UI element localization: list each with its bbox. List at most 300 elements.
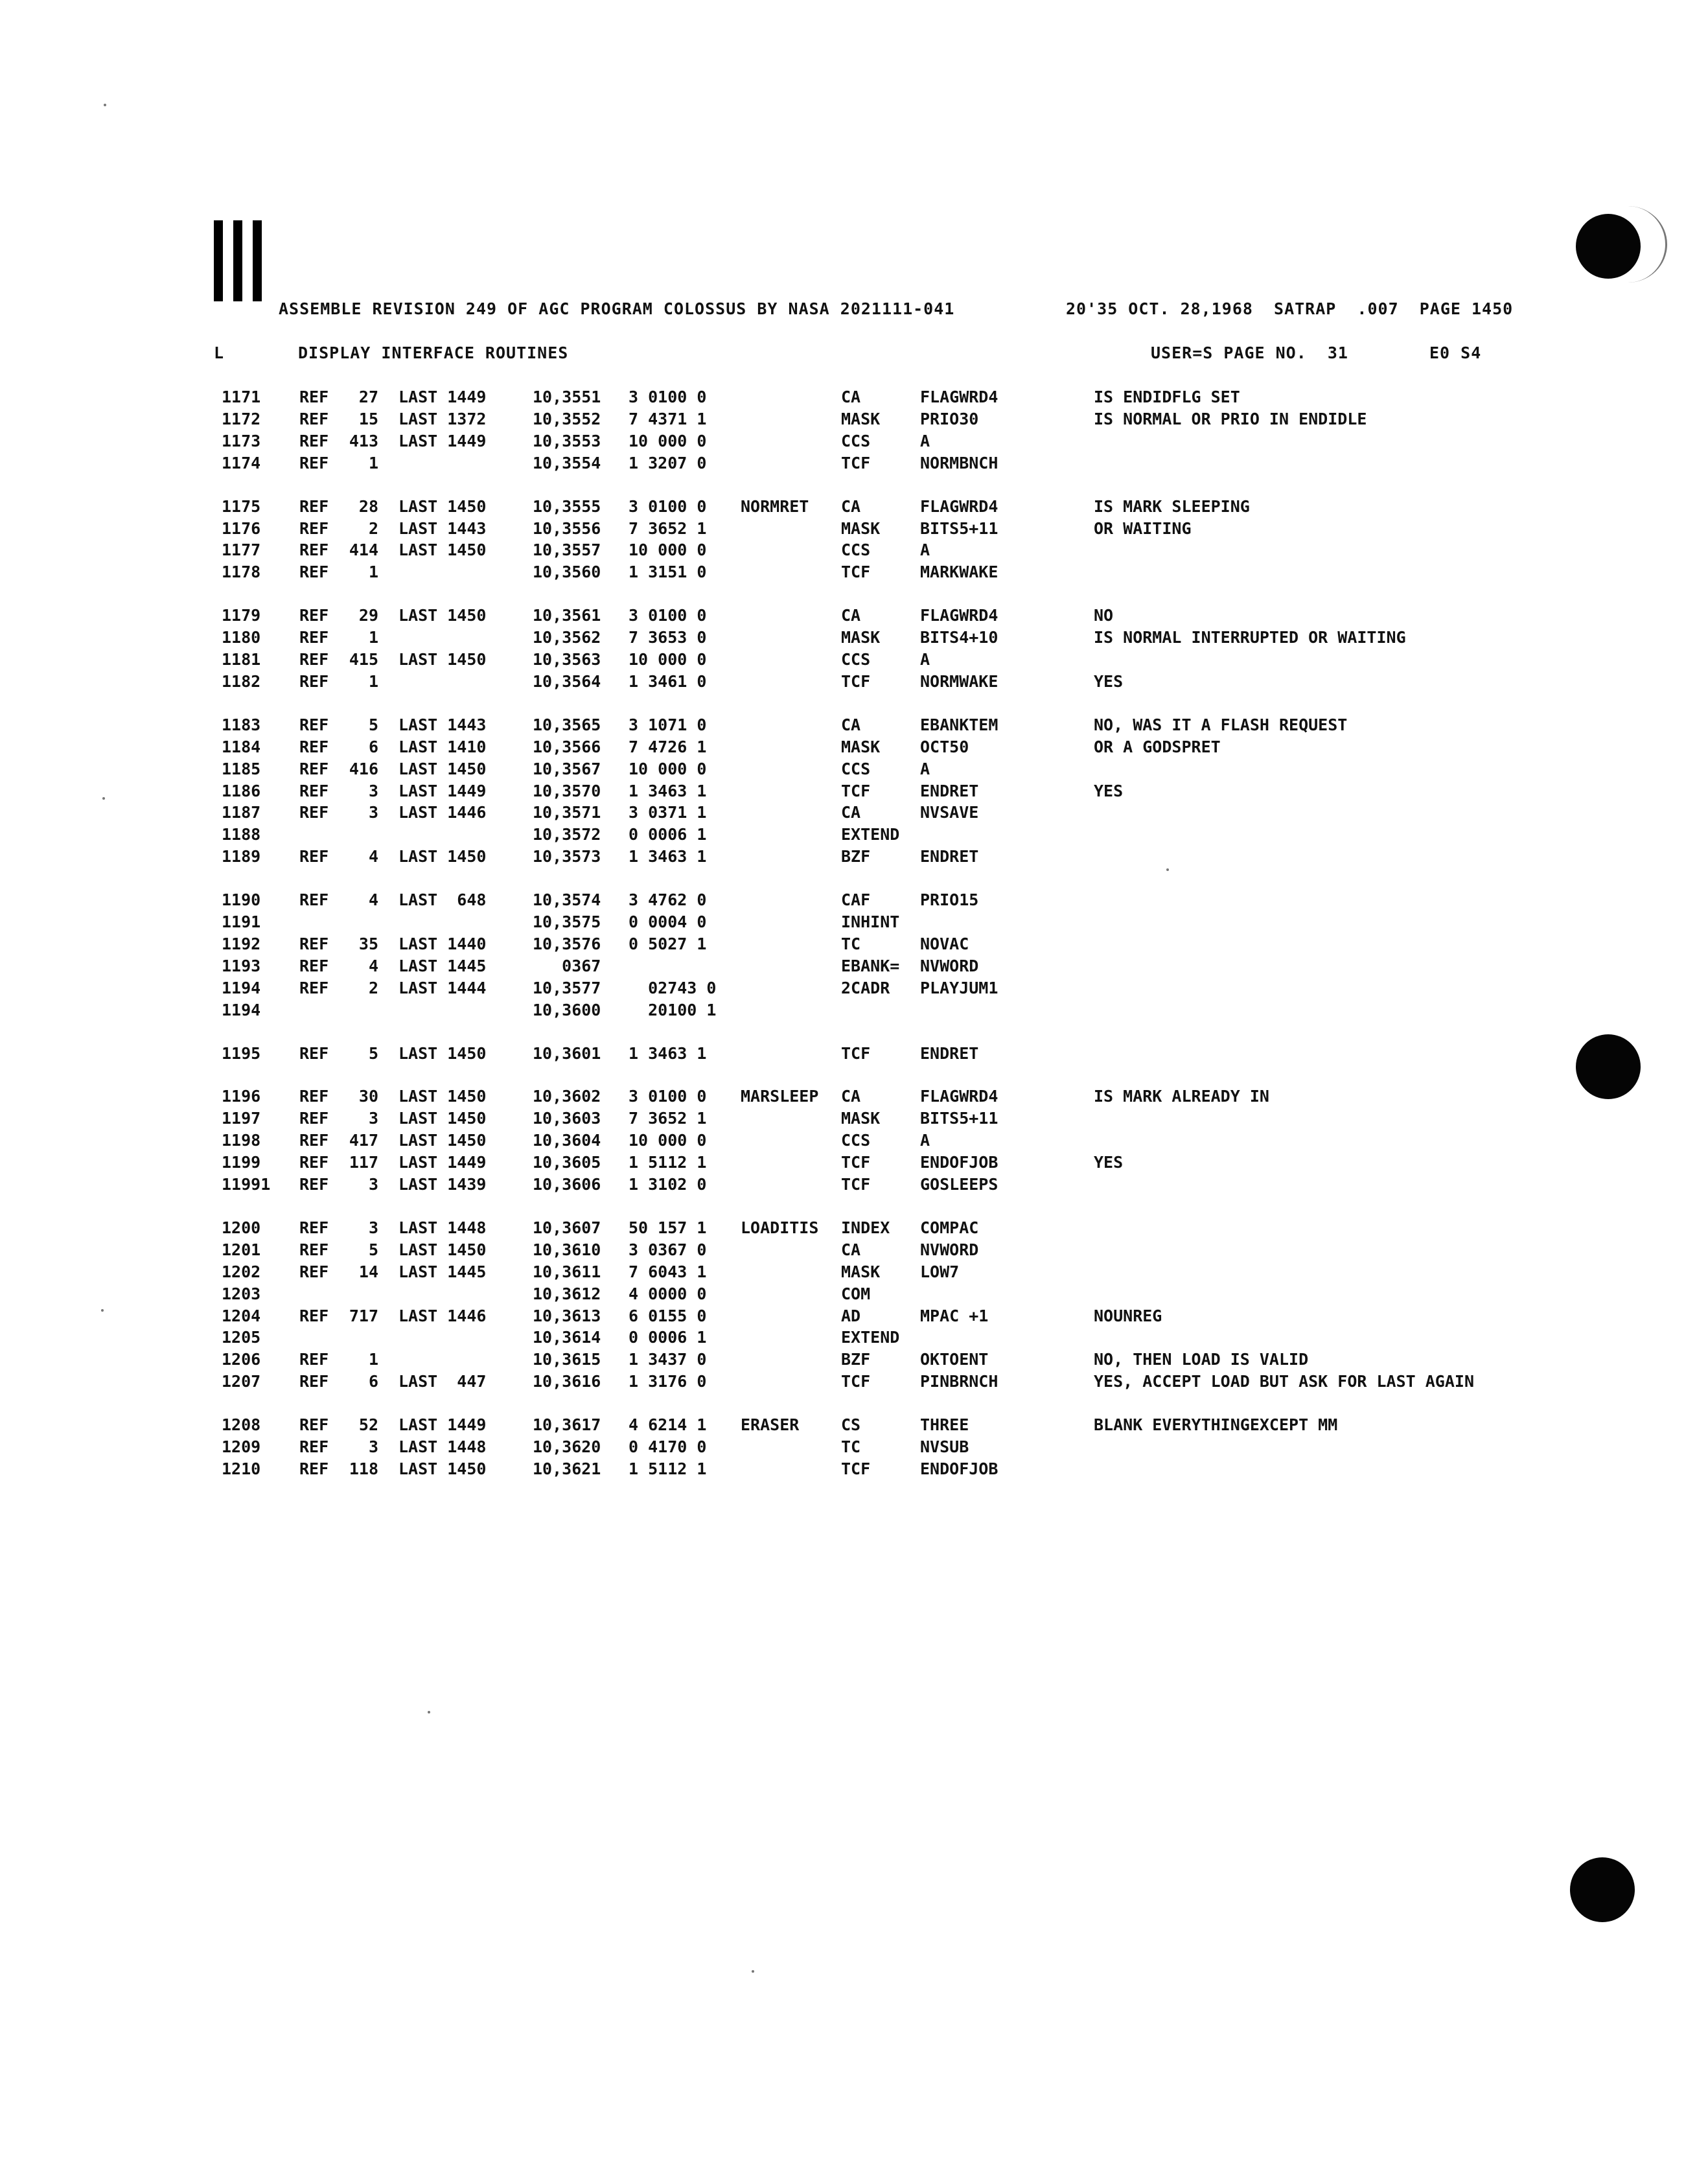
ref-count: 27 <box>358 388 378 406</box>
ref-count: 1 <box>368 453 378 472</box>
opcode: CA <box>841 1240 861 1259</box>
address: 10,3577 <box>533 978 601 997</box>
ref-marker: REF <box>299 737 329 756</box>
octal-word: 10 000 0 <box>629 759 707 778</box>
last-ref: LAST 1445 <box>398 956 487 975</box>
opcode: CS <box>841 1415 861 1435</box>
listing-row <box>0 563 1708 585</box>
listing-row <box>0 1262 1708 1284</box>
listing-row <box>0 825 1708 847</box>
ref-marker: REF <box>299 1218 329 1237</box>
address: 10,3606 <box>533 1175 601 1194</box>
ref-marker: REF <box>299 759 329 778</box>
listing-row <box>0 1087 1708 1109</box>
line-number: 1194 <box>222 978 261 997</box>
listing-row <box>0 912 1708 935</box>
last-ref: LAST 1450 <box>398 1043 487 1063</box>
ref-marker: REF <box>299 628 329 647</box>
address: 10,3557 <box>533 540 601 560</box>
symbol-label: NORMRET <box>741 496 809 516</box>
last-ref: LAST 1450 <box>398 496 487 516</box>
address: 10,3612 <box>533 1284 601 1303</box>
opcode: CCS <box>841 759 871 778</box>
address: 10,3566 <box>533 737 601 756</box>
operand: LOW7 <box>920 1262 960 1281</box>
opcode: CA <box>841 388 861 406</box>
octal-word: 10 000 0 <box>629 1131 707 1150</box>
last-ref: LAST 1448 <box>398 1218 487 1237</box>
last-ref: LAST 1449 <box>398 1153 487 1172</box>
listing-row <box>0 519 1708 541</box>
operand: A <box>920 759 930 778</box>
last-ref: LAST 1448 <box>398 1437 487 1456</box>
last-ref: LAST 1450 <box>398 759 487 778</box>
last-ref: LAST 1449 <box>398 781 487 800</box>
last-ref: LAST 1450 <box>398 847 487 866</box>
ref-marker: REF <box>299 890 329 910</box>
ref-marker: REF <box>299 803 329 822</box>
operand: ENDRET <box>920 1043 979 1063</box>
line-number: 1177 <box>222 540 261 560</box>
octal-word: 3 4762 0 <box>629 890 707 910</box>
ref-count: 14 <box>358 1262 378 1281</box>
ref-count: 2 <box>368 978 378 997</box>
ref-marker: REF <box>299 1350 329 1369</box>
user-page-number: USER=S PAGE NO. 31 <box>1151 343 1348 362</box>
line-number: 1180 <box>222 628 261 647</box>
address: 10,3562 <box>533 628 601 647</box>
section-letter: L <box>214 343 224 362</box>
operand: ENDRET <box>920 847 979 866</box>
octal-word: 4 6214 1 <box>629 1415 707 1435</box>
last-ref: LAST 1450 <box>398 650 487 669</box>
octal-word: 3 0100 0 <box>629 606 707 625</box>
listing-row <box>0 1328 1708 1350</box>
ref-marker: REF <box>299 978 329 997</box>
last-ref: LAST 1450 <box>398 606 487 625</box>
ref-marker: REF <box>299 563 329 582</box>
opcode: MASK <box>841 518 881 538</box>
ref-count: 28 <box>358 496 378 516</box>
listing-row <box>0 782 1708 804</box>
line-number: 1204 <box>222 1306 261 1325</box>
line-number: 1197 <box>222 1109 261 1128</box>
ref-count: 2 <box>368 518 378 538</box>
listing-row <box>0 715 1708 737</box>
address: 10,3614 <box>533 1328 601 1347</box>
ref-marker: REF <box>299 781 329 800</box>
line-number: 1181 <box>222 650 261 669</box>
opcode: BZF <box>841 1350 871 1369</box>
octal-word: 50 157 1 <box>629 1218 707 1237</box>
printer-bars-mark <box>214 220 266 301</box>
listing-row <box>0 935 1708 957</box>
scan-speck <box>104 104 106 106</box>
operand: A <box>920 650 930 669</box>
ref-count: 3 <box>368 1218 378 1237</box>
opcode: TCF <box>841 1153 871 1172</box>
ref-marker: REF <box>299 1459 329 1478</box>
address: 10,3573 <box>533 847 601 866</box>
octal-word: 3 0100 0 <box>629 1087 707 1106</box>
comment: OR A GODSPRET <box>1094 737 1221 756</box>
line-number: 1202 <box>222 1262 261 1281</box>
listing-row <box>0 497 1708 519</box>
listing-row <box>0 650 1708 672</box>
line-number: 1206 <box>222 1350 261 1369</box>
last-ref: LAST 648 <box>398 890 487 910</box>
opcode: INDEX <box>841 1218 890 1237</box>
opcode: TCF <box>841 1459 871 1478</box>
address: 10,3600 <box>533 1000 601 1019</box>
ref-count: 3 <box>368 1109 378 1128</box>
last-ref: LAST 1439 <box>398 1175 487 1194</box>
address: 10,3560 <box>533 563 601 582</box>
line-number: 1173 <box>222 431 261 450</box>
ref-count: 5 <box>368 1240 378 1259</box>
operand: NORMWAKE <box>920 671 998 691</box>
operand: A <box>920 540 930 560</box>
line-number: 1178 <box>222 563 261 582</box>
address: 10,3613 <box>533 1306 601 1325</box>
listing-row <box>0 847 1708 869</box>
line-number: 1193 <box>222 956 261 975</box>
operand: NOVAC <box>920 934 969 953</box>
operand: ENDOFJOB <box>920 1153 998 1172</box>
line-number: 1185 <box>222 759 261 778</box>
listing-row <box>0 760 1708 782</box>
comment: IS MARK SLEEPING <box>1094 496 1250 516</box>
octal-word: 7 4726 1 <box>629 737 707 756</box>
ref-count: 1 <box>368 671 378 691</box>
line-number: 1189 <box>222 847 261 866</box>
ref-count: 4 <box>368 956 378 975</box>
line-number: 1191 <box>222 912 261 931</box>
operand: NVWORD <box>920 1240 979 1259</box>
operand: NVSUB <box>920 1437 969 1456</box>
ref-marker: REF <box>299 409 329 428</box>
operand: COMPAC <box>920 1218 979 1237</box>
operand: PRIO15 <box>920 890 979 910</box>
last-ref: LAST 1410 <box>398 737 487 756</box>
address: 10,3571 <box>533 803 601 822</box>
listing-row <box>0 1175 1708 1197</box>
operand: MPAC +1 <box>920 1306 989 1325</box>
last-ref: LAST 447 <box>398 1372 487 1391</box>
ref-count: 30 <box>358 1087 378 1106</box>
opcode: CCS <box>841 540 871 560</box>
opcode: MASK <box>841 1262 881 1281</box>
ref-count: 3 <box>368 1437 378 1456</box>
octal-word: 1 5112 1 <box>629 1153 707 1172</box>
opcode: CCS <box>841 1131 871 1150</box>
comment: NOUNREG <box>1094 1306 1162 1325</box>
listing-row <box>0 672 1708 694</box>
line-number: 1190 <box>222 890 261 910</box>
line-number: 1199 <box>222 1153 261 1172</box>
last-ref: LAST 1450 <box>398 1459 487 1478</box>
ref-marker: REF <box>299 1415 329 1435</box>
address: 10,3615 <box>533 1350 601 1369</box>
opcode: CCS <box>841 650 871 669</box>
octal-word: 1 3176 0 <box>629 1372 707 1391</box>
ref-count: 1 <box>368 563 378 582</box>
line-number: 1210 <box>222 1459 261 1478</box>
octal-word: 3 0100 0 <box>629 388 707 406</box>
listing-row <box>0 628 1708 650</box>
address: 10,3610 <box>533 1240 601 1259</box>
opcode: CAF <box>841 890 871 910</box>
listing-row <box>0 606 1708 628</box>
address: 10,3605 <box>533 1153 601 1172</box>
address: 10,3602 <box>533 1087 601 1106</box>
assemble-title: ASSEMBLE REVISION 249 OF AGC PROGRAM COLOSSUS BY NASA 2021111-041 <box>279 299 955 318</box>
line-number: 1209 <box>222 1437 261 1456</box>
listing-row <box>0 454 1708 476</box>
opcode: EBANK= <box>841 956 900 975</box>
operand: NVWORD <box>920 956 979 975</box>
octal-word: 7 4371 1 <box>629 409 707 428</box>
ref-marker: REF <box>299 715 329 734</box>
operand: NORMBNCH <box>920 453 998 472</box>
octal-word: 1 3463 1 <box>629 847 707 866</box>
opcode: CA <box>841 606 861 625</box>
last-ref: LAST 1446 <box>398 1306 487 1325</box>
operand: PINBRNCH <box>920 1372 998 1391</box>
octal-word: 7 3652 1 <box>629 1109 707 1128</box>
listing-row <box>0 803 1708 825</box>
address: 10,3611 <box>533 1262 601 1281</box>
operand: THREE <box>920 1415 969 1435</box>
last-ref: LAST 1450 <box>398 1131 487 1150</box>
operand: FLAGWRD4 <box>920 606 998 625</box>
opcode: CCS <box>841 431 871 450</box>
ref-marker: REF <box>299 1437 329 1456</box>
ref-marker: REF <box>299 1043 329 1063</box>
ref-marker: REF <box>299 606 329 625</box>
ref-marker: REF <box>299 671 329 691</box>
octal-word: 3 0100 0 <box>629 496 707 516</box>
line-number: 1187 <box>222 803 261 822</box>
line-number: 1196 <box>222 1087 261 1106</box>
address: 10,3574 <box>533 890 601 910</box>
listing-row <box>0 1153 1708 1175</box>
ref-count: 717 <box>349 1306 378 1325</box>
line-number: 1183 <box>222 715 261 734</box>
ref-marker: REF <box>299 1240 329 1259</box>
last-ref: LAST 1440 <box>398 934 487 953</box>
octal-word: 10 000 0 <box>629 650 707 669</box>
opcode: CA <box>841 715 861 734</box>
operand: A <box>920 1131 930 1150</box>
binder-hole <box>1570 1857 1635 1922</box>
line-number: 1195 <box>222 1043 261 1063</box>
listing-row <box>0 1459 1708 1481</box>
line-number: 1188 <box>222 825 261 844</box>
last-ref: LAST 1443 <box>398 715 487 734</box>
ref-count: 15 <box>358 409 378 428</box>
octal-word: 7 6043 1 <box>629 1262 707 1281</box>
opcode: 2CADR <box>841 978 890 997</box>
line-number: 1175 <box>222 496 261 516</box>
ref-marker: REF <box>299 1175 329 1194</box>
line-number: 1171 <box>222 388 261 406</box>
ref-marker: REF <box>299 431 329 450</box>
line-number: 1208 <box>222 1415 261 1435</box>
octal-word: 1 5112 1 <box>629 1459 707 1478</box>
octal-word: 0 0004 0 <box>629 912 707 931</box>
operand: ENDOFJOB <box>920 1459 998 1478</box>
ref-marker: REF <box>299 1131 329 1150</box>
listing-row <box>0 388 1708 410</box>
comment: YES <box>1094 781 1124 800</box>
octal-word: 0 5027 1 <box>629 934 707 953</box>
listing-row <box>0 737 1708 760</box>
operand: OCT50 <box>920 737 969 756</box>
comment: BLANK EVERYTHINGEXCEPT MM <box>1094 1415 1338 1435</box>
comment: NO, WAS IT A FLASH REQUEST <box>1094 715 1348 734</box>
listing-row <box>0 979 1708 1001</box>
ref-count: 1 <box>368 1350 378 1369</box>
comment: IS NORMAL OR PRIO IN ENDIDLE <box>1094 409 1367 428</box>
line-number: 1203 <box>222 1284 261 1303</box>
operand: ENDRET <box>920 781 979 800</box>
opcode: TCF <box>841 1372 871 1391</box>
opcode: MASK <box>841 409 881 428</box>
opcode: TCF <box>841 1175 871 1194</box>
listing-row <box>0 1350 1708 1372</box>
operand: FLAGWRD4 <box>920 496 998 516</box>
octal-word: 20100 1 <box>629 1000 717 1019</box>
octal-word: 7 3652 1 <box>629 518 707 538</box>
operand: OKTOENT <box>920 1350 989 1369</box>
address: 10,3551 <box>533 388 601 406</box>
opcode: CA <box>841 1087 861 1106</box>
comment: IS MARK ALREADY IN <box>1094 1087 1269 1106</box>
address: 10,3604 <box>533 1131 601 1150</box>
last-ref: LAST 1446 <box>398 803 487 822</box>
address: 10,3607 <box>533 1218 601 1237</box>
opcode: MASK <box>841 1109 881 1128</box>
octal-word: 3 1071 0 <box>629 715 707 734</box>
opcode: MASK <box>841 737 881 756</box>
octal-word: 10 000 0 <box>629 540 707 560</box>
operand: MARKWAKE <box>920 563 998 582</box>
address: 10,3561 <box>533 606 601 625</box>
line-number: 1200 <box>222 1218 261 1237</box>
listing-row <box>0 432 1708 454</box>
last-ref: LAST 1372 <box>398 409 487 428</box>
opcode: CA <box>841 803 861 822</box>
ref-count: 118 <box>349 1459 378 1478</box>
ref-count: 5 <box>368 715 378 734</box>
comment: IS ENDIDFLG SET <box>1094 388 1240 406</box>
address: 10,3553 <box>533 431 601 450</box>
opcode: TC <box>841 934 861 953</box>
octal-word: 1 3437 0 <box>629 1350 707 1369</box>
opcode: TCF <box>841 1043 871 1063</box>
ref-marker: REF <box>299 540 329 560</box>
ref-marker: REF <box>299 453 329 472</box>
octal-word: 1 3463 1 <box>629 1043 707 1063</box>
listing-row <box>0 1372 1708 1394</box>
listing-row <box>0 957 1708 979</box>
opcode: INHINT <box>841 912 900 931</box>
operand: FLAGWRD4 <box>920 388 998 406</box>
line-number: 1201 <box>222 1240 261 1259</box>
listing-row <box>0 1218 1708 1240</box>
address: 10,3601 <box>533 1043 601 1063</box>
line-number: 1192 <box>222 934 261 953</box>
operand: FLAGWRD4 <box>920 1087 998 1106</box>
address: 10,3570 <box>533 781 601 800</box>
address: 10,3621 <box>533 1459 601 1478</box>
listing-row <box>0 540 1708 563</box>
ref-marker: REF <box>299 1262 329 1281</box>
line-number: 1205 <box>222 1328 261 1347</box>
ref-marker: REF <box>299 956 329 975</box>
last-ref: LAST 1450 <box>398 1087 487 1106</box>
comment: OR WAITING <box>1094 518 1192 538</box>
operand: BITS5+11 <box>920 518 998 538</box>
octal-word: 3 0367 0 <box>629 1240 707 1259</box>
comment: YES <box>1094 1153 1124 1172</box>
listing-row <box>0 1001 1708 1023</box>
listing-row <box>0 1131 1708 1153</box>
ref-marker: REF <box>299 650 329 669</box>
last-ref: LAST 1450 <box>398 1109 487 1128</box>
operand: BITS5+11 <box>920 1109 998 1128</box>
symbol-label: MARSLEEP <box>741 1087 819 1106</box>
octal-word: 3 0371 1 <box>629 803 707 822</box>
octal-word: 1 3463 1 <box>629 781 707 800</box>
opcode: TCF <box>841 453 871 472</box>
ref-marker: REF <box>299 1153 329 1172</box>
ref-marker: REF <box>299 1109 329 1128</box>
last-ref: LAST 1449 <box>398 388 487 406</box>
opcode: BZF <box>841 847 871 866</box>
ref-count: 416 <box>349 759 378 778</box>
listing-row <box>0 890 1708 912</box>
listing-row <box>0 1415 1708 1437</box>
opcode: TC <box>841 1437 861 1456</box>
opcode: COM <box>841 1284 871 1303</box>
octal-word: 1 3102 0 <box>629 1175 707 1194</box>
ref-count: 29 <box>358 606 378 625</box>
opcode: CA <box>841 496 861 516</box>
address: 10,3565 <box>533 715 601 734</box>
last-ref: LAST 1450 <box>398 540 487 560</box>
symbol-label: ERASER <box>741 1415 800 1435</box>
ref-count: 5 <box>368 1043 378 1063</box>
operand: PRIO30 <box>920 409 979 428</box>
octal-word: 7 3653 0 <box>629 628 707 647</box>
listing-row <box>0 1044 1708 1066</box>
octal-word: 0 4170 0 <box>629 1437 707 1456</box>
ref-count: 117 <box>349 1153 378 1172</box>
ref-count: 415 <box>349 650 378 669</box>
address: 10,3576 <box>533 934 601 953</box>
listing-row <box>0 1109 1708 1131</box>
symbol-label: LOADITIS <box>741 1218 819 1237</box>
line-number: 1182 <box>222 671 261 691</box>
ref-marker: REF <box>299 496 329 516</box>
ref-count: 413 <box>349 431 378 450</box>
ref-count: 414 <box>349 540 378 560</box>
opcode: EXTEND <box>841 825 900 844</box>
comment: YES <box>1094 671 1124 691</box>
address: 10,3616 <box>533 1372 601 1391</box>
